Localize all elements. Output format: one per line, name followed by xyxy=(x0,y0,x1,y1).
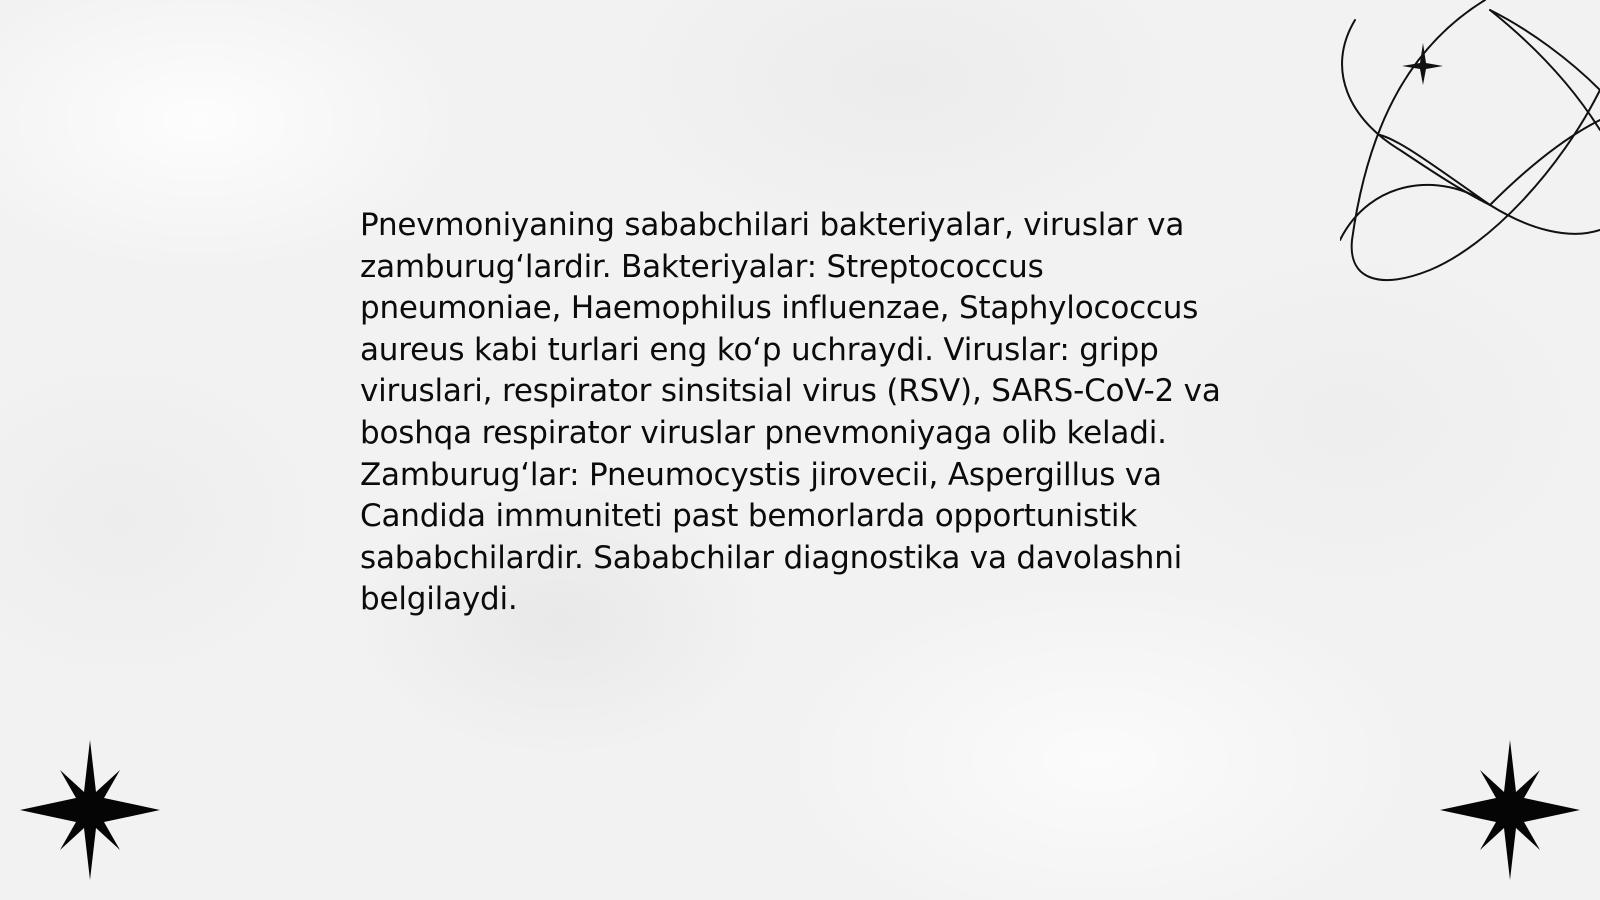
slide-body-text: Pnevmoniyaning sababchilari bakteriyalar, viruslar va zamburug‘lardir. Bakteriyalar: Streptococcus pneumoniae, Haemophilus influenzae, Staphylococcus aureus kabi turlari eng ko‘p uchraydi. Viruslar: gripp viruslari, respirator sinsitsial virus (RSV), SARS-CoV-2 va boshqa respirator viruslar pnevmoniyaga olib keladi. Zamburug‘lar: Pneumocystis jirovecii, Aspergillus va Candida immuniteti past bemorlarda opportunistik sababchilardir. Sababchilar diagnostika va davolashni belgilaydi. xyxy=(360,207,1221,618)
four-point-star-icon xyxy=(1440,740,1580,880)
orbit-lines-icon xyxy=(1340,0,1600,290)
four-point-star-icon xyxy=(20,740,160,880)
sparkle-plus-icon xyxy=(1402,43,1443,85)
